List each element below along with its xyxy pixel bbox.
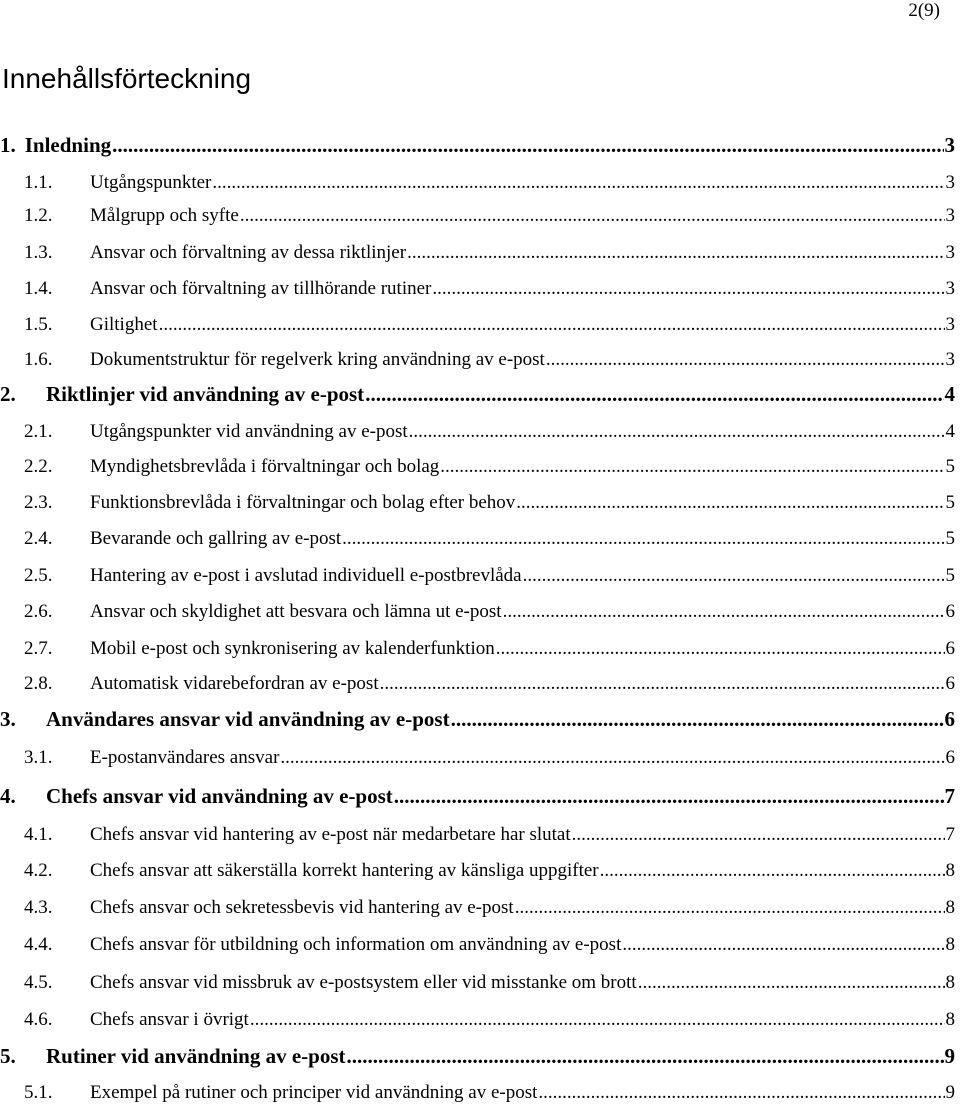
toc-entry-number: 2.5. [24,565,53,586]
toc-dot-leader [546,345,945,375]
toc-entry-title: Användares ansvar vid användning av e-post [46,707,450,731]
toc-subsection-entry[interactable] [0,452,955,482]
toc-dot-leader [503,597,945,627]
toc-entry-page: 8 [945,1009,955,1030]
toc-entry-page: 6 [945,747,955,768]
toc-entry-title: Dokumentstruktur för regelverk kring användning av e-post [90,349,545,370]
toc-dot-leader [159,310,945,340]
toc-entry-title: Chefs ansvar för utbildning och information om användning av e-post [90,934,622,955]
toc-entry-number: 4. [0,784,16,808]
toc-dot-leader [365,379,943,409]
toc-entry-title: Ansvar och förvaltning av dessa riktlinjer [90,242,407,263]
toc-dot-leader [515,893,945,923]
toc-entry-number: 4.4. [24,934,53,955]
toc-subsection-entry[interactable] [0,856,955,886]
toc-entry-number: 2.2. [24,456,53,477]
toc-entry-page: 6 [945,673,955,694]
toc-entry-number: 2.8. [24,673,53,694]
toc-dot-leader [622,930,944,960]
toc-dot-leader [394,781,944,811]
toc-dot-leader [342,524,944,554]
toc-dot-leader [516,488,944,518]
toc-entry-number: 4.1. [24,824,53,845]
toc-subsection-entry[interactable] [0,310,955,340]
toc-entry-title: E-postanvändares ansvar [90,747,280,768]
toc-subsection-entry[interactable] [0,930,955,960]
toc-entry-title: Mobil e-post och synkronisering av kalenderfunktion [90,638,495,659]
toc-subsection-entry[interactable] [0,524,955,554]
toc-entry-number: 4.2. [24,860,53,881]
toc-entry-title: Chefs ansvar i övrigt [90,1009,249,1030]
toc-entry-page: 8 [945,897,955,918]
toc-dot-leader [280,743,944,773]
toc-entry-page: 6 [944,707,955,731]
toc-entry-title: Giltighet [90,314,158,335]
toc-entry-number: 2. [0,382,16,406]
toc-entry-number: 5.1. [24,1082,53,1103]
toc-entry-title: Bevarande och gallring av e-post [90,528,342,549]
toc-entry-title: Myndighetsbrevlåda i förvaltningar och bolag [90,456,440,477]
toc-subsection-entry[interactable] [0,669,955,699]
toc-entry-page: 3 [944,133,955,157]
toc-subsection-entry[interactable] [0,743,955,773]
toc-entry-page: 8 [945,934,955,955]
toc-dot-leader [638,968,945,998]
toc-entry-number: 1.2. [24,205,53,226]
toc-entry-number: 2.7. [24,638,53,659]
toc-entry-page: 5 [945,456,955,477]
toc-dot-leader [572,820,945,850]
toc-entry-number: 3.1. [24,747,53,768]
toc-dot-leader [440,452,944,482]
toc-entry-title: Automatisk vidarebefordran av e-post [90,673,379,694]
toc-entry-title: Chefs ansvar vid missbruk av e-postsystem eller vid misstanke om brott [90,972,637,993]
toc-entry-title: Funktionsbrevlåda i förvaltningar och bolag efter behov [90,492,516,513]
toc-entry-title: Rutiner vid användning av e-post [46,1044,346,1068]
toc-subsection-entry[interactable] [0,893,955,923]
toc-entry-title: Chefs ansvar vid hantering av e-post när medarbetare har slutat [90,824,571,845]
toc-entry-number: 4.3. [24,897,53,918]
toc-entry-page: 5 [945,565,955,586]
toc-entry-title: Chefs ansvar och sekretessbevis vid hantering av e-post [90,897,514,918]
toc-entry-number: 2.3. [24,492,53,513]
toc-entry-number: 4.6. [24,1009,53,1030]
toc-entry-page: 3 [945,278,955,299]
toc-entry-page: 7 [945,824,955,845]
toc-dot-leader [240,201,945,231]
toc-entry-page: 9 [944,1044,955,1068]
toc-entry-number: 2.6. [24,601,53,622]
toc-subsection-entry[interactable] [0,274,955,304]
toc-entry-page: 6 [945,638,955,659]
toc-subsection-entry[interactable] [0,488,955,518]
toc-subsection-entry[interactable] [0,238,955,268]
toc-subsection-entry[interactable] [0,1005,955,1035]
toc-entry-page: 3 [945,205,955,226]
toc-entry-page: 7 [944,784,955,808]
toc-entry-page: 5 [945,492,955,513]
toc-entry-page: 3 [945,172,955,193]
toc-dot-leader [600,856,945,886]
toc-subsection-entry[interactable] [0,820,955,850]
toc-title: Innehållsförteckning [2,63,252,94]
toc-entry-title: Chefs ansvar att säkerställa korrekt hantering av känsliga uppgifter [90,860,599,881]
toc-section-entry[interactable] [0,379,955,409]
toc-section-entry[interactable] [0,130,955,160]
toc-dot-leader [347,1041,944,1071]
toc-entry-number: 1. [0,133,16,157]
toc-dot-leader [432,274,944,304]
toc-entry-title: Målgrupp och syfte [90,205,239,226]
toc-entry-page: 3 [945,242,955,263]
toc-entry-title: Ansvar och skyldighet att besvara och lämna ut e-post [90,601,502,622]
toc-subsection-entry[interactable] [0,417,955,447]
toc-subsection-entry[interactable] [0,597,955,627]
toc-subsection-entry[interactable] [0,561,955,591]
toc-entry-title: Utgångspunkter [90,172,212,193]
toc-section-entry[interactable] [0,704,955,734]
toc-entry-page: 4 [944,382,955,406]
toc-entry-number: 1.1. [24,172,53,193]
toc-subsection-entry[interactable] [0,345,955,375]
toc-subsection-entry[interactable] [0,1078,955,1108]
toc-dot-leader [212,168,944,198]
toc-dot-leader [407,238,944,268]
toc-subsection-entry[interactable] [0,634,955,664]
toc-entry-page: 6 [945,601,955,622]
toc-dot-leader [409,417,945,447]
toc-subsection-entry[interactable] [0,968,955,998]
toc-entry-number: 1.5. [24,314,53,335]
toc-entry-title: Riktlinjer vid användning av e-post [46,382,365,406]
page-indicator: 2(9) [908,0,940,21]
toc-dot-leader [496,634,945,664]
toc-entry-title: Exempel på rutiner och principer vid användning av e-post [90,1082,538,1103]
toc-entry-page: 5 [945,528,955,549]
toc-entry-title: Chefs ansvar vid användning av e-post [46,784,393,808]
toc-entry-page: 8 [945,972,955,993]
toc-entry-number: 5. [0,1044,16,1068]
toc-entry-number: 1.6. [24,349,53,370]
toc-entry-number: 3. [0,707,16,731]
toc-entry-page: 3 [945,314,955,335]
toc-entry-page: 9 [945,1082,955,1103]
toc-entry-page: 4 [945,421,955,442]
toc-dot-leader [380,669,945,699]
toc-dot-leader [112,130,943,160]
toc-entry-number: 1.4. [24,278,53,299]
toc-entry-number: 4.5. [24,972,53,993]
toc-entry-title: Inledning [24,133,112,157]
toc-entry-number: 2.4. [24,528,53,549]
toc-subsection-entry[interactable] [0,168,955,198]
toc-entry-title: Utgångspunkter vid användning av e-post [90,421,408,442]
toc-dot-leader [250,1005,945,1035]
toc-entry-number: 2.1. [24,421,53,442]
toc-section-entry[interactable] [0,781,955,811]
toc-dot-leader [538,1078,944,1108]
toc-subsection-entry[interactable] [0,201,955,231]
toc-entry-title: Hantering av e-post i avslutad individuell e-postbrevlåda [90,565,522,586]
toc-section-entry[interactable] [0,1041,955,1071]
toc-dot-leader [523,561,945,591]
toc-dot-leader [451,704,944,734]
toc-entry-number: 1.3. [24,242,53,263]
toc-entry-title: Ansvar och förvaltning av tillhörande rutiner [90,278,432,299]
toc-entry-page: 8 [945,860,955,881]
toc-entry-page: 3 [945,349,955,370]
